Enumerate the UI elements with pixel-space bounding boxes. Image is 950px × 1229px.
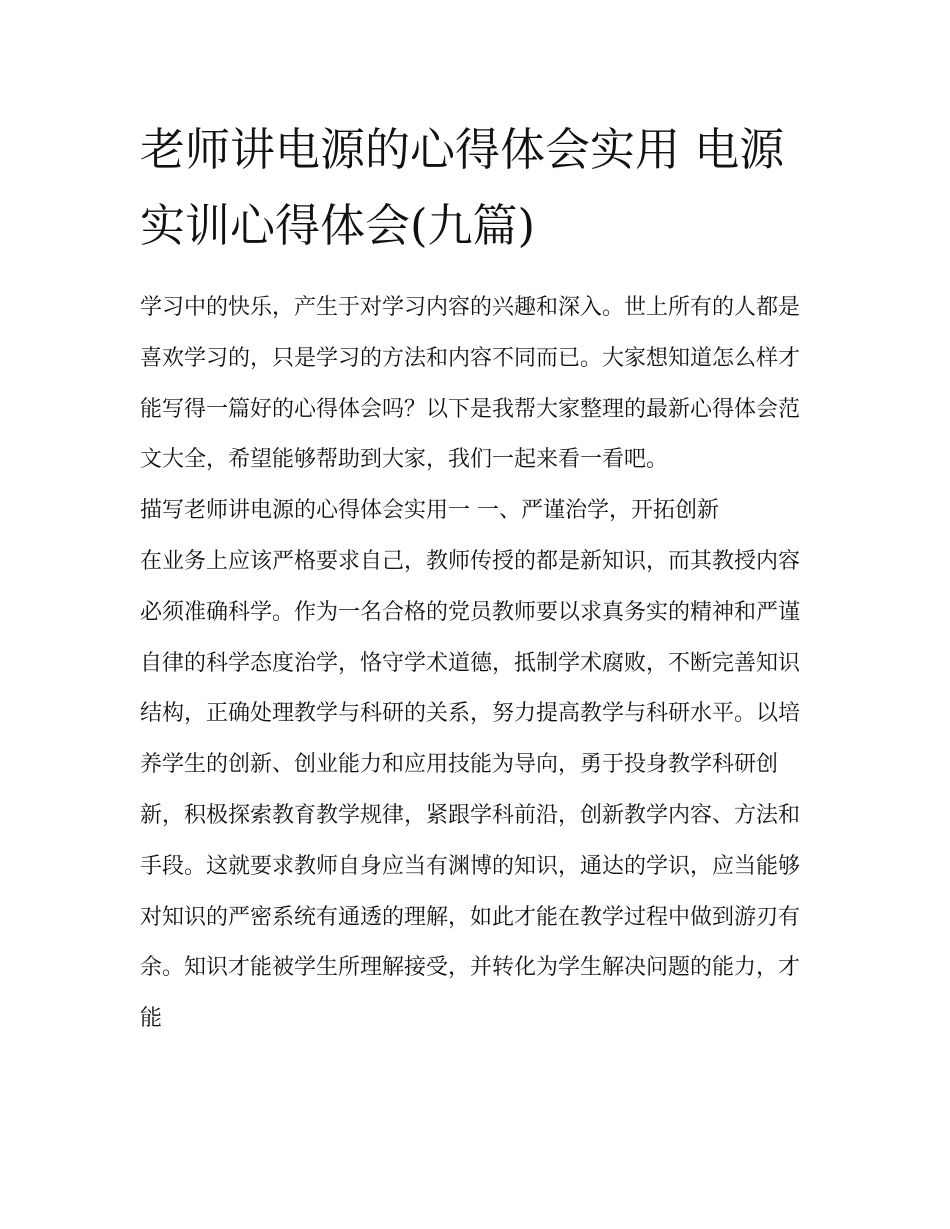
section-paragraph: 在业务上应该严格要求自己，教师传授的都是新知识，而其教授内容必须准确科学。作为一名合格的党员教师要以求真务实的精神和严谨自律的科学态度治学，恪守学术道德，抵制学术腐败，不断完善知识结构，正确处理教学与科研的关系，努力提高教学与科研水平。以培养学生的创新、创业能力和应用技能为导向，勇于投身教学科研创新，积极探索教育教学规律，紧跟学科前沿，创新教学内容、方法和手段。这就要求教师自身应当有渊博的知识，通达的学识，应当能够对知识的严密系统有通透的理解，如此才能在教学过程中做到游刃有余。知识才能被学生所理解接受，并转化为学生解决问题的能力，才能	[140, 548, 801, 1032]
document-title: 老师讲电源的心得体会实用 电源实训心得体会(九篇)	[140, 123, 785, 252]
document-body	[140, 283, 814, 1045]
intro-paragraph: 学习中的快乐，产生于对学习内容的兴趣和深入。世上所有的人都是喜欢学习的，只是学习的方法和内容不同而已。大家想知道怎么样才能写得一篇好的心得体会吗？以下是我帮大家整理的最新心得体会范文大全，希望能够帮助到大家，我们一起来看一看吧。	[140, 295, 801, 473]
section-heading: 描写老师讲电源的心得体会实用一 一、严谨治学，开拓创新	[140, 498, 719, 524]
